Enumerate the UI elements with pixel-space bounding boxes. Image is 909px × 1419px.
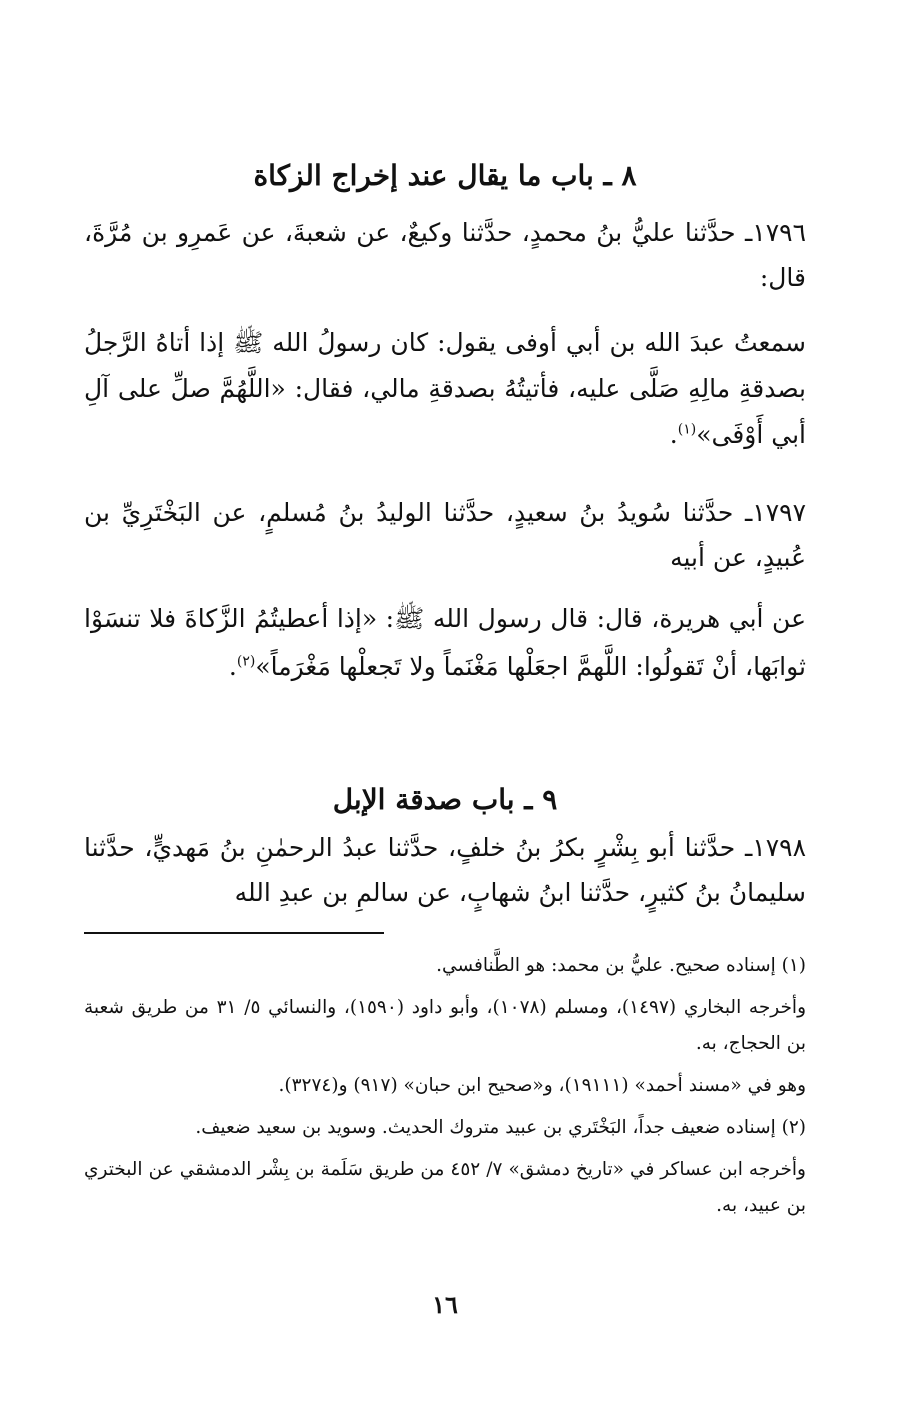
chapter-9-heading: ٩ ـ باب صدقة الإبل bbox=[332, 783, 558, 816]
footnote-1-sources: وهو في «مسند أحمد» (١٩١١١)، و«صحيح ابن حبان» (٩١٧) و(٣٢٧٤). bbox=[278, 1075, 806, 1096]
hadith-1798-isnad: ١٧٩٨ـ حدَّثنا أبو بِشْرٍ بكرُ بنُ خلفٍ، حدَّثنا عبدُ الرحمٰنِ بنُ مَهديٍّ، حدَّثنا سليمانُ بنُ كثيرٍ، حدَّثنا ابنُ شهابٍ، عن سالمِ بن عبدِ الله bbox=[84, 833, 806, 907]
hadith-1796-end: . bbox=[669, 420, 678, 449]
hadith-1797-isnad: ١٧٩٧ـ حدَّثنا سُويدُ بنُ سعيدٍ، حدَّثنا الوليدُ بنُ مُسلمٍ، عن البَخْتَرِيِّ بن عُبيدٍ، عن أبيه bbox=[84, 498, 806, 572]
book-page bbox=[84, 140, 806, 1360]
footnote-1-takhrij: وأخرجه البخاري (١٤٩٧)، ومسلم (١٠٧٨)، وأبو داود (١٥٩٠)، والنسائي ٥/ ٣١ من طريق شعبة بن الحجاج، به. bbox=[84, 997, 807, 1054]
footnote-divider bbox=[84, 932, 384, 934]
footnote-1: (١) إسناده صحيح. عليُّ بن محمد: هو الطَّنافسي. bbox=[436, 955, 806, 976]
hadith-1797-matn-text: عن أبي هريرة، قال: قال رسول الله ﷺ: «إذا أعطيتُمُ الزَّكاةَ فلا تنسَوْا ثوابَها، أنْ تَقولُوا: اللَّهمَّ اجعَلْها مَغْنَماً ولا تَجعلْها مَغْرَماً» bbox=[84, 604, 806, 681]
chapter-8-heading: ٨ ـ باب ما يقال عند إخراج الزكاة bbox=[253, 159, 637, 192]
hadith-1797-end: . bbox=[228, 652, 237, 681]
hadith-1796-matn-text: سمعتُ عبدَ الله بن أبي أوفى يقول: كان رسولُ الله ﷺ إذا أتاهُ الرَّجلُ بصدقةِ مالِهِ صَلَّى عليه، فأتيتُهُ بصدقةِ مالي، فقال: «اللَّهُمَّ صلِّ على آلِ أبي أَوْفَى» bbox=[84, 328, 806, 449]
footnote-2-takhrij: وأخرجه ابن عساكر في «تاريخ دمشق» ٧/ ٤٥٢ من طريق سَلَمة بن بِشْر الدمشقي عن البختري بن عبيد، به. bbox=[84, 1159, 806, 1216]
hadith-1796-isnad: ١٧٩٦ـ حدَّثنا عليُّ بنُ محمدٍ، حدَّثنا وكيعٌ، عن شعبةَ، عن عَمرِو بن مُرَّةَ، قال: bbox=[84, 218, 806, 292]
hadith-1796-matn bbox=[84, 320, 806, 458]
footnote-2: (٢) إسناده ضعيف جداً، البَخْتَري بن عبيد متروك الحديث. وسويد بن سعيد ضعيف. bbox=[195, 1117, 806, 1138]
page-number: ١٦ bbox=[432, 1290, 458, 1319]
footnotes-section bbox=[84, 948, 806, 1230]
footnote-ref-1[interactable]: (١) bbox=[677, 421, 697, 438]
footnote-ref-2[interactable]: (٢) bbox=[236, 653, 256, 670]
hadith-1797-matn bbox=[84, 595, 806, 691]
